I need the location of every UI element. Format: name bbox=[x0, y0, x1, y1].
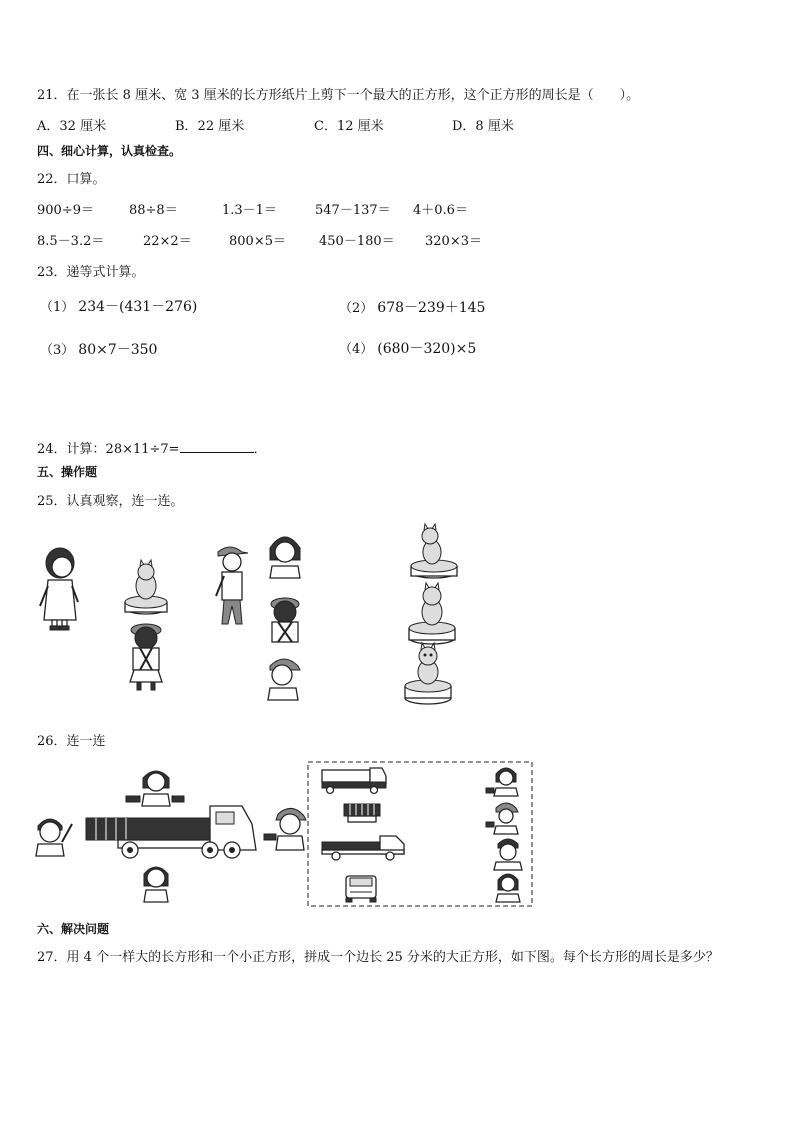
q23-title: 23．递等式计算。 bbox=[37, 265, 145, 280]
q22-r2c1: 8.5－3.2＝ bbox=[37, 234, 105, 249]
q23-item-4-expr: (680－320)×5 bbox=[377, 341, 477, 357]
girl-top bbox=[126, 771, 184, 806]
truck-view-side-small bbox=[322, 768, 386, 794]
q23-item-2-num: （2） bbox=[339, 301, 374, 316]
q21-option-a: A．32 厘米 bbox=[37, 119, 107, 134]
q24 bbox=[37, 438, 267, 457]
q23-item-1 bbox=[40, 296, 197, 316]
q21-question: 21．在一张长 8 厘米、宽 3 厘米的长方形纸片上剪下一个最大的正方形，这个正方形的周长是（ ）。 bbox=[37, 88, 640, 103]
q23-item-3-expr: 80×7－350 bbox=[78, 342, 158, 358]
q25-figure bbox=[30, 520, 470, 710]
q22-r1c4: 547－137＝ bbox=[315, 203, 391, 218]
q22-r1c3: 1.3－1＝ bbox=[222, 203, 277, 218]
answer-blank[interactable] bbox=[180, 440, 254, 453]
q23-item-3 bbox=[40, 339, 157, 359]
truck-view-front bbox=[346, 876, 376, 902]
q21-option-c: C．12 厘米 bbox=[314, 119, 384, 134]
girl-small-4 bbox=[496, 874, 520, 902]
q23-item-2 bbox=[339, 297, 485, 317]
q22-r2c3: 800×5＝ bbox=[229, 234, 286, 249]
q22-r1c2: 88÷8＝ bbox=[129, 203, 178, 218]
q23-item-1-expr: 234－(431－276) bbox=[78, 299, 198, 315]
boy-left bbox=[36, 819, 72, 856]
q22-r2c4: 450－180＝ bbox=[319, 234, 395, 249]
q21-option-b: B．22 厘米 bbox=[175, 119, 245, 134]
cat-plate-3 bbox=[405, 643, 451, 704]
boy-small-2 bbox=[486, 803, 518, 834]
girl-bottom bbox=[144, 867, 168, 902]
child-back-figure bbox=[130, 624, 162, 690]
q22-r2c2: 22×2＝ bbox=[143, 234, 192, 249]
boy-head-front bbox=[268, 659, 300, 700]
cat-plate-2 bbox=[409, 583, 455, 644]
boy-small-3 bbox=[494, 839, 522, 870]
q22-r1c1: 900÷9＝ bbox=[37, 203, 94, 218]
q22-r1c5: 4＋0.6＝ bbox=[413, 203, 468, 218]
q23-item-3-num: （3） bbox=[40, 343, 75, 358]
q25-title: 25．认真观察，连一连。 bbox=[37, 494, 184, 509]
q24-prefix: 24．计算：28×11÷7= bbox=[37, 442, 180, 457]
q22-title: 22．口算。 bbox=[37, 172, 106, 187]
girl-head-front bbox=[270, 537, 300, 578]
q24-suffix: ． bbox=[253, 442, 267, 457]
section6-title: 六、解决问题 bbox=[37, 922, 110, 936]
truck-scene bbox=[36, 771, 306, 902]
q23-item-1-num: （1） bbox=[40, 300, 75, 315]
girl-small-1 bbox=[486, 768, 518, 796]
section4-title: 四、细心计算，认真检查。 bbox=[37, 144, 182, 158]
girl-figure bbox=[40, 548, 78, 630]
child-back-head bbox=[271, 598, 299, 642]
cat-plate-1 bbox=[411, 524, 457, 578]
q23-item-4-num: （4） bbox=[339, 342, 374, 357]
q23-item-2-expr: 678－239＋145 bbox=[377, 300, 486, 316]
truck-view-back bbox=[344, 804, 380, 822]
cat-on-plate bbox=[125, 560, 167, 614]
truck-view-side-large bbox=[322, 836, 404, 860]
q26-title: 26．连一连 bbox=[37, 734, 106, 749]
q21-option-d: D．8 厘米 bbox=[452, 119, 514, 134]
q22-r2c5: 320×3＝ bbox=[425, 234, 482, 249]
q27-question: 27．用 4 个一样大的长方形和一个小正方形，拼成一个边长 25 分米的大正方形，如下图。每个长方形的周长是多少？ bbox=[37, 950, 719, 965]
boy-right bbox=[264, 808, 306, 850]
q26-figure bbox=[30, 760, 540, 910]
q23-item-4 bbox=[339, 338, 476, 358]
section5-title: 五、操作题 bbox=[37, 465, 98, 479]
truck bbox=[86, 806, 256, 858]
boy-side-figure bbox=[216, 547, 248, 624]
